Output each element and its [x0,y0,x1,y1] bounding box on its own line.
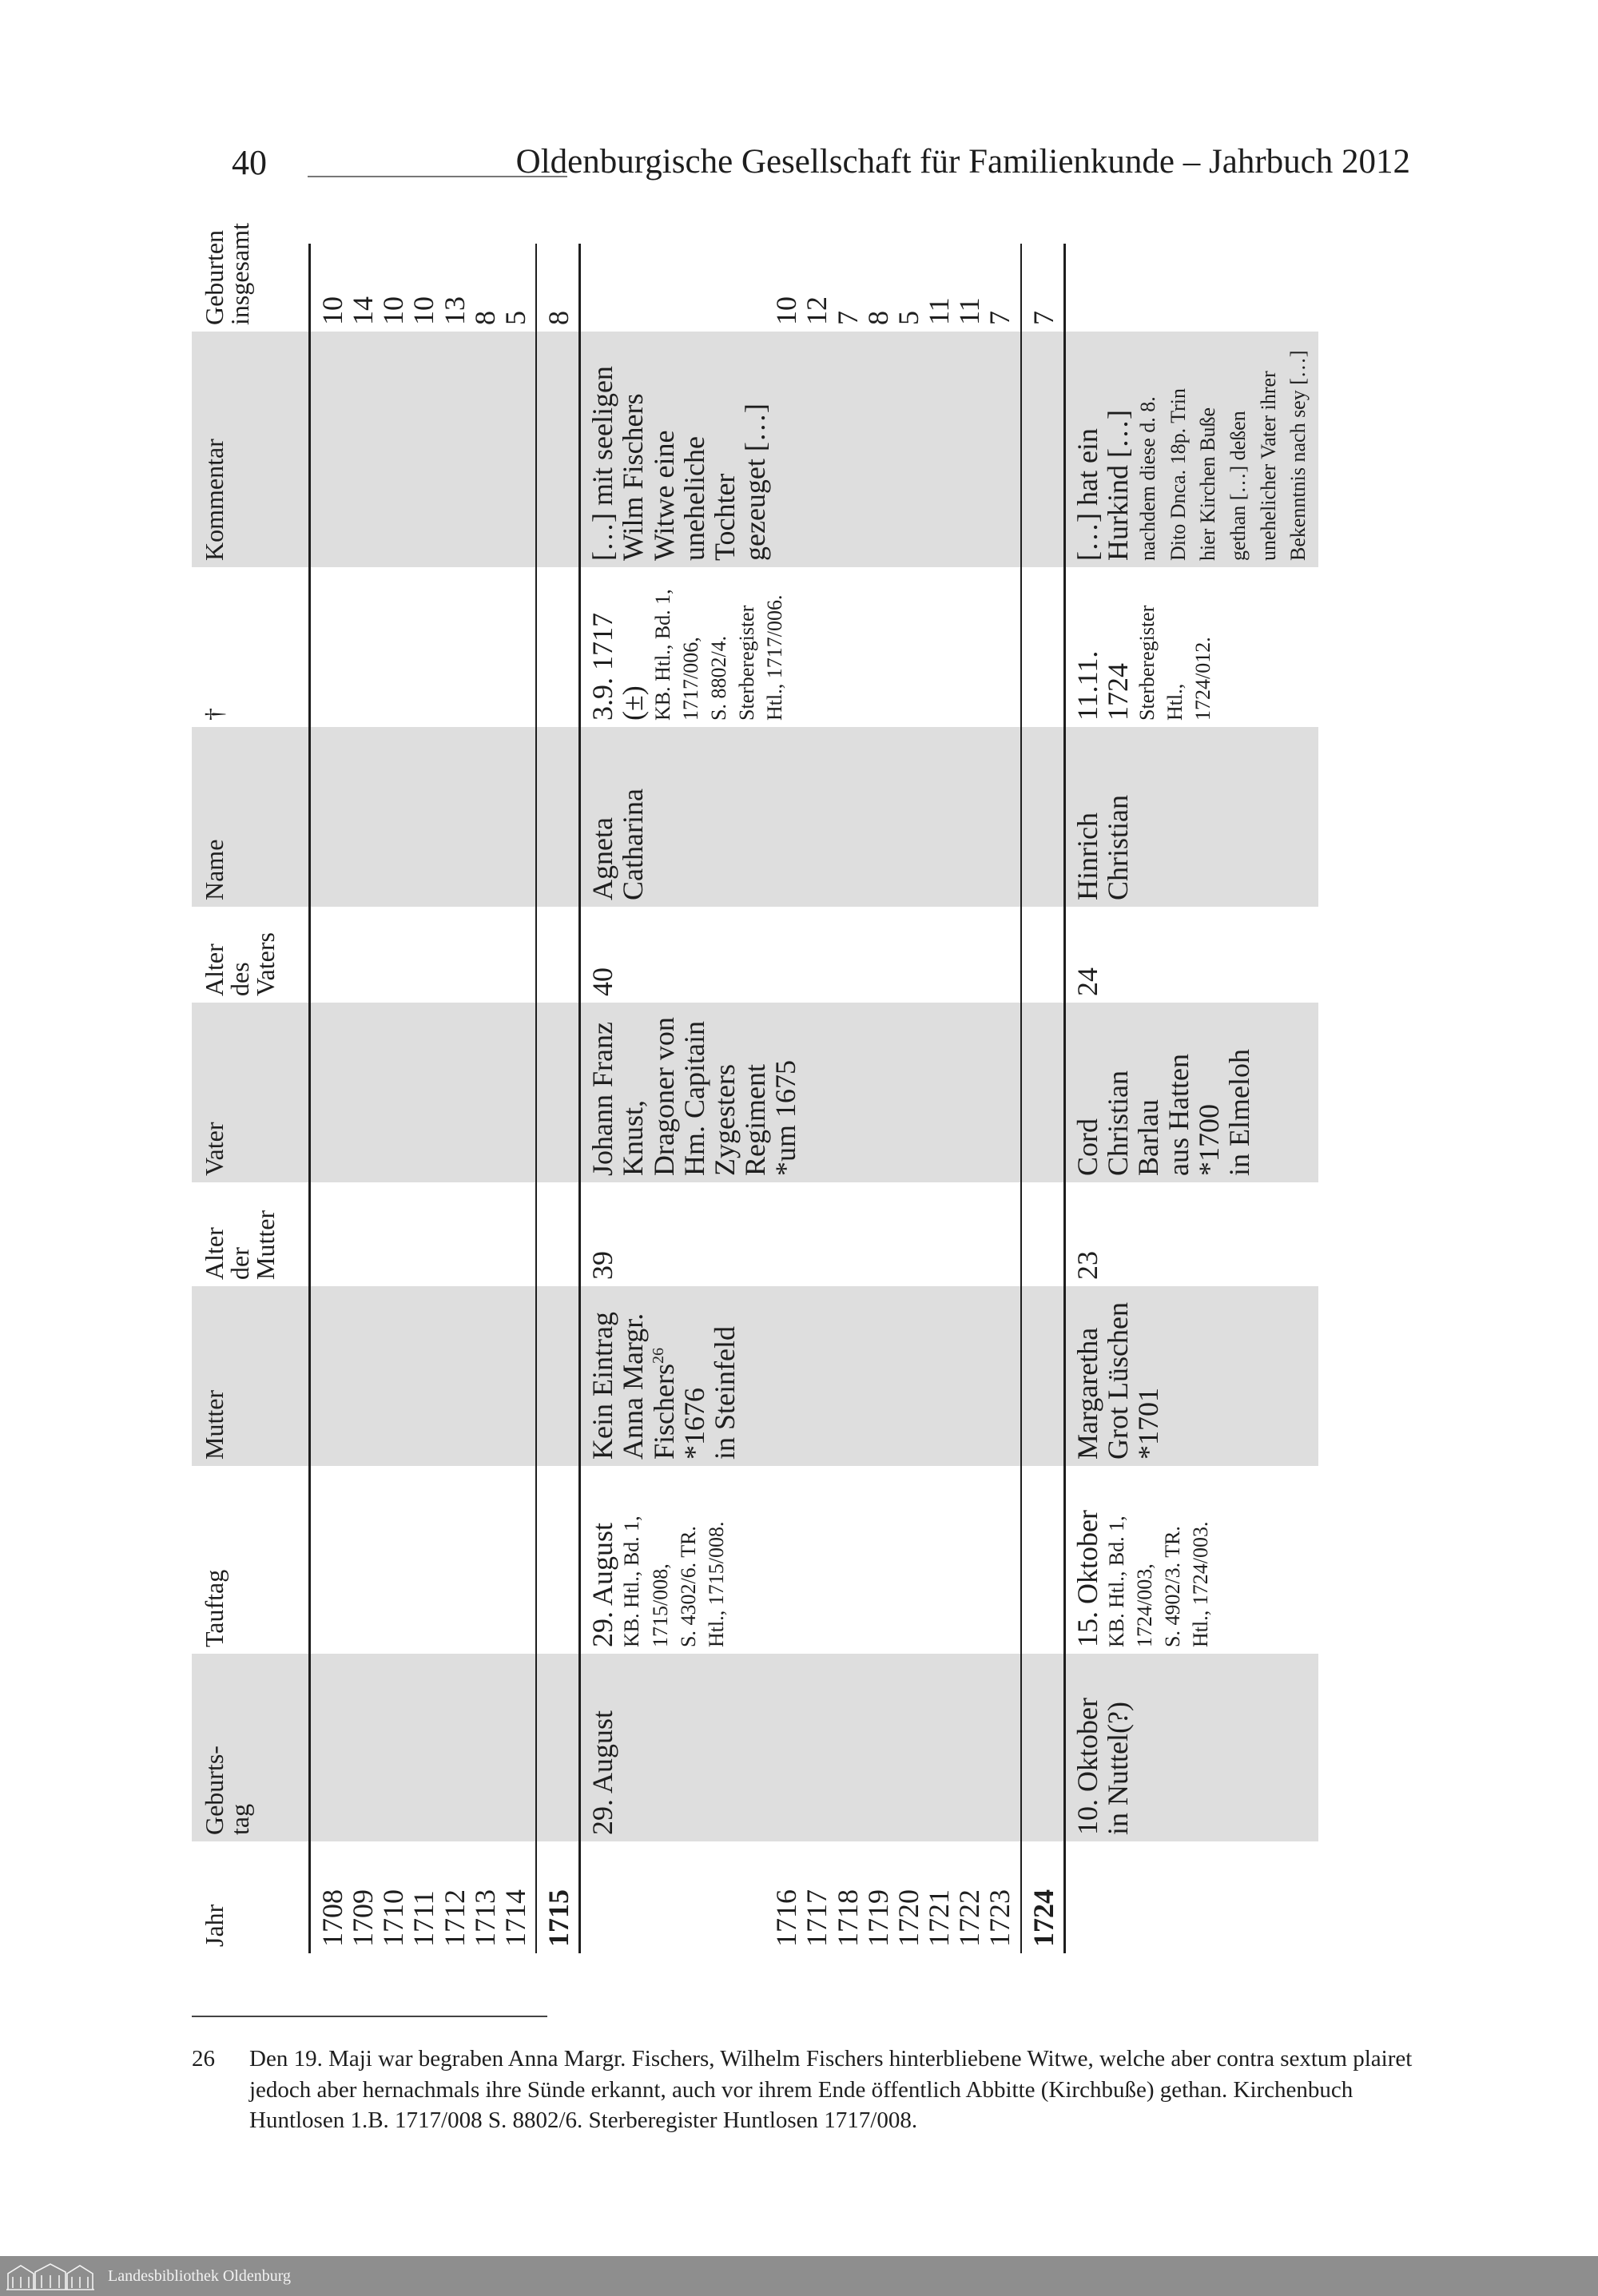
table-row [1021,244,1065,1953]
cell-kommentar: […] mit seeligen Wilm Fischers Witwe eine uneheliche Tochter gezeuget […] [586,366,772,561]
cell-mutter: Margaretha Grot Lüschen *1701 [1071,1302,1164,1460]
cell-vater: Johann Franz Knust, Dragoner von Hm. Capitain Zygesters Regiment *um 1675 [586,1017,802,1176]
cell-tod: 3.9. 1717 (±) KB. Htl., Bd. 1, 1717/006, S. 8802/4. Sterberegister Htl., 1717/006. [586,589,786,721]
header-row [192,244,310,1953]
count-list: 10 12 7 8 5 11 11 7 [770,296,1016,325]
library-building-icon [5,2262,96,2291]
footnote-rule [192,2016,547,2017]
cell-vater: Cord Christian Barlau aus Hatten *1700 in Elmeloh [1071,1049,1256,1176]
cell-tauftag: 29. August KB. Htl., Bd. 1, 1715/008, S. 4302/6. TR. Htl., 1715/008. [586,1515,728,1647]
col-header-alter-mutter: Alter der Mutter [200,1210,280,1280]
footnote-text: Den 19. Maji war begraben Anna Margr. Fischers, Wilhelm Fischers hinterbliebene Witwe, welche aber contra sextum plairet jedoch aber hernachmals ihre Sünde erkannt, auch vor ihrem Ende öffentlich Abbitte (Kirchbuße) gethan. Kirchenbuch Huntlosen 1.B. 1717/008 S. 8802/6. Sterberegister Huntlosen 1717/008. [249,2046,1413,2134]
page-number: 40 [232,143,267,182]
cell-alter-mutter: 39 [586,1251,619,1280]
cell-alter-vater: 24 [1071,967,1103,996]
page-header [0,0,1598,240]
running-title: Oldenburgische Gesellschaft für Familienkunde – Jahrbuch 2012 [515,143,1410,181]
footnote-marker: 26 [649,1348,667,1364]
rotated-table-container [192,223,1446,1953]
col-header-kommentar: Kommentar [200,439,229,561]
footnote-number: 26 [192,2046,215,2072]
table-row [310,244,537,1953]
cell-name: Agneta Catharina [586,789,650,900]
total-year: 1724 [1027,1889,1059,1947]
col-header-geburtstag: Geburts- tag [200,1746,254,1835]
baptism-register-table [192,223,1318,1953]
cell-kommentar: […] hat ein Hurkind […] nachdem diese d. 8. Dito Dnca. 18p. Trin hier Kirchen Buße gethan […] deßen unehelicher Vater ihrer Bekenntnis nach sey […] [1071,350,1310,561]
year-list: 1708 1709 1710 1711 1712 1713 1714 [316,1889,531,1947]
cell-name: Hinrich Christian [1071,795,1134,900]
cell-mutter: Kein Eintrag Anna Margr. Fischers$^{26}$ *1676 in Steinfeld [586,1312,741,1460]
col-header-name: Name [200,839,229,900]
col-header-tauftag: Tauftag [200,1569,229,1647]
cell-tod: 11.11. 1724 Sterberegister Htl., 1724/012. [1071,605,1215,721]
col-header-mutter: Mutter [200,1389,229,1460]
table-row [536,244,580,1953]
col-header-geburten: Geburten insgesamt [200,223,254,325]
footnote [192,2044,1414,2136]
cell-alter-mutter: 23 [1071,1251,1103,1280]
library-name: Landesbibliothek Oldenburg [108,2267,292,2285]
cell-alter-vater: 40 [586,967,619,996]
total-count: 8 [543,311,575,325]
col-header-alter-vater: Alter des Vaters [200,932,280,996]
count-list: 10 14 10 10 13 8 5 [316,296,531,325]
col-header-tod: † [200,708,229,721]
year-list: 1716 1717 1718 1719 1720 1721 1722 1723 [770,1889,1016,1947]
table-row [580,244,1021,1953]
cell-geburtstag: 29. August [586,1710,619,1835]
total-count: 7 [1027,311,1059,325]
col-header-jahr: Jahr [200,1904,229,1947]
cell-tauftag: 15. Oktober KB. Htl., Bd. 1, 1724/003, S. 4902/3. TR. Htl., 1724/003. [1071,1510,1213,1647]
table-row [1064,244,1318,1953]
col-header-vater: Vater [200,1122,229,1176]
cell-geburtstag: 10. Oktober in Nuttel(?) [1071,1698,1134,1835]
library-footer-bar [0,2256,1598,2296]
total-year: 1715 [543,1889,575,1947]
